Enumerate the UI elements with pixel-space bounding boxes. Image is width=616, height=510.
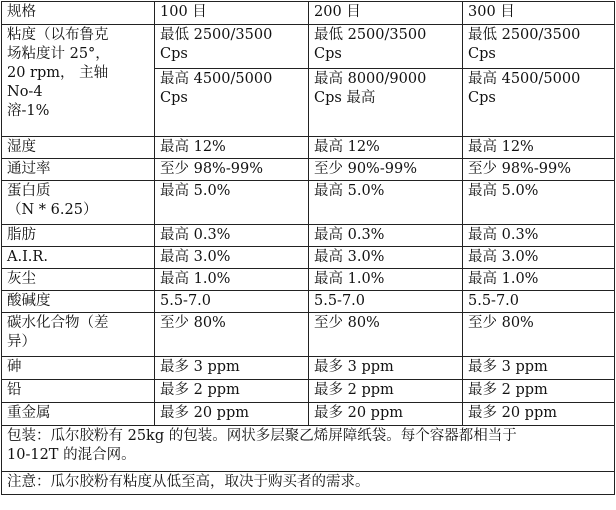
viscosity-min-300 bbox=[463, 25, 615, 69]
table-cell: 最高 3.0% bbox=[155, 247, 309, 269]
header-row bbox=[2, 2, 615, 25]
row-label-ash: 灰尘 bbox=[2, 269, 155, 291]
packaging-text bbox=[2, 426, 615, 472]
table-cell: 5.5-7.0 bbox=[309, 291, 463, 313]
table-cell: 最高 0.3% bbox=[309, 225, 463, 247]
cell-text: 最低 2500/3500 bbox=[468, 27, 581, 43]
table-cell: 至少 98%-99% bbox=[463, 159, 615, 181]
cell-text: 最低 2500/3500 bbox=[314, 27, 427, 43]
table-cell: 最高 1.0% bbox=[463, 269, 615, 291]
table-cell: 最多 2 ppm bbox=[155, 380, 309, 403]
table-cell: 最多 3 ppm bbox=[309, 357, 463, 380]
table-cell: 至少 80% bbox=[309, 313, 463, 357]
table-cell: 5.5-7.0 bbox=[155, 291, 309, 313]
protein-label-line: 蛋白质 bbox=[7, 183, 51, 199]
table-cell: 最高 1.0% bbox=[309, 269, 463, 291]
viscosity-label-line: 溶-1% bbox=[7, 103, 50, 119]
row-label-air: A.I.R. bbox=[2, 247, 155, 269]
cell-text: 最低 2500/3500 bbox=[160, 27, 273, 43]
cell-text: Cps 最高 bbox=[314, 90, 376, 106]
table-cell: 最高 1.0% bbox=[155, 269, 309, 291]
viscosity-max-100 bbox=[155, 69, 309, 137]
table-cell: 最多 20 ppm bbox=[155, 403, 309, 426]
table-cell: 最多 20 ppm bbox=[309, 403, 463, 426]
row-label-heavy-metals: 重金属 bbox=[2, 403, 155, 426]
packaging-row bbox=[2, 426, 615, 472]
viscosity-label bbox=[2, 25, 155, 137]
table-cell: 至少 80% bbox=[463, 313, 615, 357]
note-text: 注意：瓜尔胶粉有粘度从低至高，取决于购买者的需求。 bbox=[2, 472, 615, 495]
cell-text: Cps bbox=[468, 90, 496, 106]
cell-text: Cps bbox=[160, 46, 188, 62]
table-cell: 最高 0.3% bbox=[155, 225, 309, 247]
viscosity-min-row bbox=[2, 25, 615, 69]
table-cell: 最高 3.0% bbox=[309, 247, 463, 269]
table-cell: 最多 20 ppm bbox=[463, 403, 615, 426]
viscosity-label-line: No-4 bbox=[7, 84, 43, 100]
table-row bbox=[2, 137, 615, 159]
table-cell: 最多 3 ppm bbox=[155, 357, 309, 380]
cell-text: Cps bbox=[468, 46, 496, 62]
table-cell: 最高 5.0% bbox=[309, 181, 463, 225]
row-label-arsenic: 砷 bbox=[2, 357, 155, 380]
table-row bbox=[2, 291, 615, 313]
carb-label-line: 异） bbox=[7, 334, 36, 350]
header-200-mesh: 200 目 bbox=[309, 2, 463, 25]
table-row bbox=[2, 313, 615, 357]
row-label-fat: 脂肪 bbox=[2, 225, 155, 247]
table-cell: 至少 80% bbox=[155, 313, 309, 357]
table-cell: 最多 2 ppm bbox=[463, 380, 615, 403]
table-cell: 至少 98%-99% bbox=[155, 159, 309, 181]
spec-table bbox=[1, 1, 615, 495]
protein-label-line: （N * 6.25） bbox=[7, 202, 98, 218]
header-100-mesh: 100 目 bbox=[155, 2, 309, 25]
table-row bbox=[2, 380, 615, 403]
viscosity-label-line: 20 rpm， 主轴 bbox=[7, 65, 109, 81]
table-cell: 5.5-7.0 bbox=[463, 291, 615, 313]
row-label-lead: 铅 bbox=[2, 380, 155, 403]
viscosity-max-200 bbox=[309, 69, 463, 137]
row-label-pass-rate: 通过率 bbox=[2, 159, 155, 181]
table-cell: 最多 3 ppm bbox=[463, 357, 615, 380]
table-row bbox=[2, 357, 615, 380]
viscosity-label-line: 粘度（以布鲁克 bbox=[7, 27, 109, 43]
table-row bbox=[2, 403, 615, 426]
table-cell: 最高 5.0% bbox=[463, 181, 615, 225]
table-row bbox=[2, 225, 615, 247]
table-cell: 最多 2 ppm bbox=[309, 380, 463, 403]
note-row bbox=[2, 472, 615, 495]
table-cell: 最高 12% bbox=[155, 137, 309, 159]
viscosity-min-200 bbox=[309, 25, 463, 69]
table-row bbox=[2, 159, 615, 181]
header-300-mesh: 300 目 bbox=[463, 2, 615, 25]
cell-text: 最高 4500/5000 bbox=[160, 71, 273, 87]
viscosity-label-line: 场粘度计 25°， bbox=[7, 46, 110, 62]
viscosity-min-100 bbox=[155, 25, 309, 69]
row-label-moisture: 湿度 bbox=[2, 137, 155, 159]
table-row bbox=[2, 247, 615, 269]
cell-text: Cps bbox=[160, 90, 188, 106]
table-cell: 最高 12% bbox=[463, 137, 615, 159]
packaging-line: 10-12T 的混合网。 bbox=[7, 447, 136, 463]
carb-label-line: 碳水化合物（差 bbox=[7, 315, 109, 331]
table-cell: 最高 12% bbox=[309, 137, 463, 159]
cell-text: Cps bbox=[314, 46, 342, 62]
viscosity-max-300 bbox=[463, 69, 615, 137]
row-label-ph: 酸碱度 bbox=[2, 291, 155, 313]
header-spec: 规格 bbox=[2, 2, 155, 25]
table-row bbox=[2, 181, 615, 225]
cell-text: 最高 8000/9000 bbox=[314, 71, 427, 87]
table-cell: 至少 90%-99% bbox=[309, 159, 463, 181]
table-cell: 最高 5.0% bbox=[155, 181, 309, 225]
row-label-carbohydrate bbox=[2, 313, 155, 357]
table-cell: 最高 0.3% bbox=[463, 225, 615, 247]
table-cell: 最高 3.0% bbox=[463, 247, 615, 269]
row-label-protein bbox=[2, 181, 155, 225]
packaging-line: 包装：瓜尔胶粉有 25kg 的包装。网状多层聚乙烯屏障纸袋。每个容器都相当于 bbox=[7, 428, 517, 444]
table-row bbox=[2, 269, 615, 291]
cell-text: 最高 4500/5000 bbox=[468, 71, 581, 87]
